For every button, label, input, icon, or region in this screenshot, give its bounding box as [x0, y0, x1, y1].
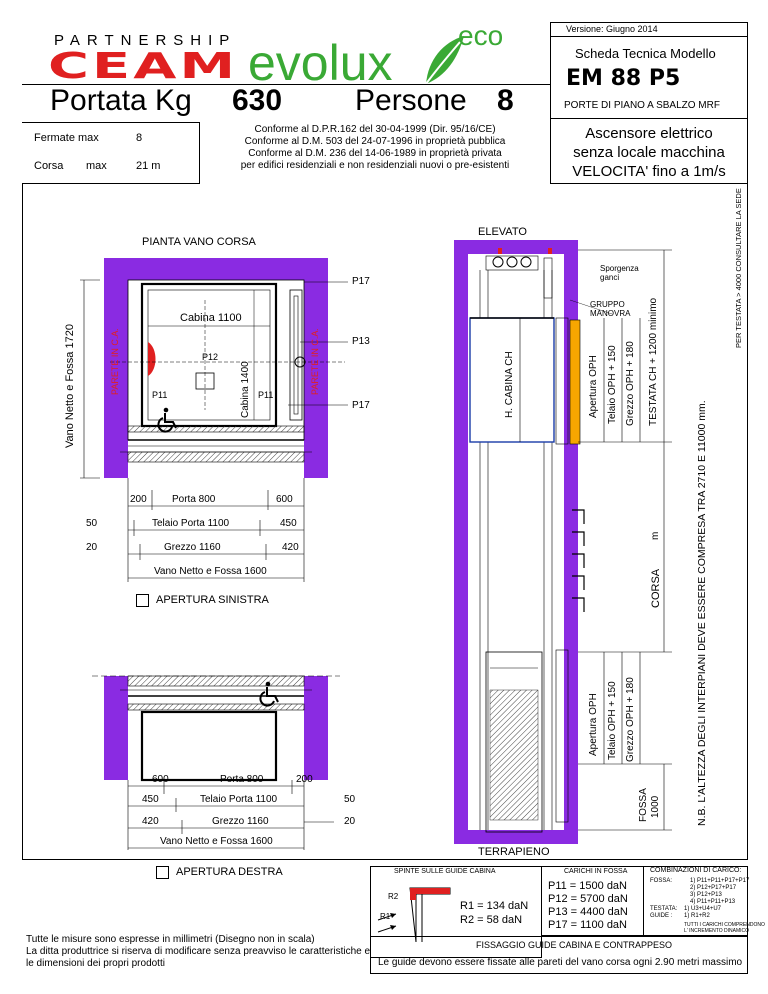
grezzo-left-label: Grezzo 1160	[164, 542, 221, 553]
parete-left-label: PARETE IN C.A.	[110, 328, 120, 395]
tutti-carichi-note: TUTTI I CARICHI COMPRENDONO L' INCREMENTO DINAMICO	[684, 922, 765, 934]
evolux-logo: evolux	[248, 35, 393, 91]
persone-value: 8	[497, 84, 514, 117]
nb-interpiani-note: N.B. L'ALTEZZA DEGLI INTERPIANI DEVE ESSERE COMPRESA TRA 2710 E 11000 mm.	[696, 400, 708, 826]
portata-label: Portata Kg	[50, 84, 192, 117]
portata-value: 630	[232, 84, 283, 117]
corsa-value: 21 m	[136, 160, 161, 172]
p11-right-label: P11	[258, 390, 274, 400]
testata-label: TESTATA CH + 1200 minimo	[648, 297, 659, 426]
r1-arrow-label: R1	[380, 912, 391, 921]
dim-200-right: 200	[296, 774, 313, 785]
dim-600-left: 600	[276, 494, 293, 505]
fossa-combos: 1) P11+P11+P17+P17 2) P12+P17+P17 3) P12+P13 4) P11+P11+P13	[690, 878, 750, 905]
telaio-oph-top: Telaio OPH + 150	[607, 345, 618, 424]
spinte-title: SPINTE SULLE GUIDE CABINA	[394, 868, 496, 875]
ascensore-description: Ascensore elettrico senza locale macchina VELOCITA' fino a 1m/s	[572, 125, 726, 180]
pianta-title: PIANTA VANO CORSA	[142, 236, 256, 248]
cabina-depth-label: Cabina 1400	[240, 361, 251, 418]
ceam-logo: CEAM	[48, 46, 239, 87]
version-text: Versione: Giugno 2014	[566, 24, 658, 34]
corsa-max: max	[86, 160, 107, 172]
carichi-list: P11 = 1500 daN P12 = 5700 daN P13 = 4400 daN P17 = 1100 daN	[548, 880, 628, 931]
porta-left-label: Porta 800	[172, 494, 216, 505]
m-unit-label: m	[650, 531, 661, 540]
dim-20-right: 20	[344, 816, 356, 827]
fermate-value: 8	[136, 132, 143, 144]
testata-combo: 1) U3+U4+U7	[684, 906, 722, 912]
fossa-combo-label: FOSSA:	[650, 878, 673, 884]
carichi-title: CARICHI IN FOSSA	[564, 868, 628, 875]
grezzo-oph-bottom: Grezzo OPH + 180	[625, 677, 636, 762]
guide-combo-label: GUIDE :	[650, 913, 673, 919]
dim-450-right: 450	[142, 794, 159, 805]
telaio-left-label: Telaio Porta 1100	[152, 518, 230, 529]
conformity-text: Conforme al D.P.R.162 del 30-04-1999 (Dir. 95/16/CE) Conforme al D.M. 503 del 24-07-1996 in proprietà pubblica Conforme al D.M. 236 del 14-06-1989 in proprietà privata per edifici residenziali e non residenziali nuovi o pre-esistenti	[240, 124, 510, 171]
corsa-label: Corsa	[34, 160, 64, 172]
testata-combo-label: TESTATA:	[650, 906, 678, 912]
porte-label: PORTE DI PIANO A SBALZO MRF	[564, 100, 720, 111]
grezzo-right-label: Grezzo 1160	[212, 816, 269, 827]
r1-value: R1 = 134 daN	[460, 900, 529, 912]
r2-value: R2 = 58 daN	[460, 914, 523, 926]
model-name: EM 88 P5	[566, 66, 681, 91]
plan-right-opening	[92, 676, 340, 780]
persone-label: Persone	[355, 84, 467, 117]
p11-left-label: P11	[152, 390, 168, 400]
fossa-label: FOSSA	[638, 788, 649, 822]
apertura-destra-label: APERTURA DESTRA	[176, 866, 283, 878]
grezzo-oph-top: Grezzo OPH + 180	[625, 341, 636, 426]
disclaimer-note: Tutte le misure sono espresse in millimetri (Disegno non in scala) La ditta produttrice si riserva di modificare senza preavviso le caratteristiche e le dimensioni dei propri prodotti	[26, 934, 371, 969]
corsa-elev-label: CORSA	[650, 568, 662, 608]
apertura-sinistra-label: APERTURA SINISTRA	[156, 594, 269, 606]
combinazioni-title: COMBINAZIONI DI CARICO:	[650, 867, 742, 874]
dim-50-left: 50	[86, 518, 98, 529]
fermate-label: Fermate max	[34, 132, 99, 144]
r2-arrow-label: R2	[388, 892, 399, 901]
sporgenza-label: Sporgenza ganci	[600, 264, 639, 282]
scheda-label: Scheda Tecnica Modello	[575, 46, 716, 61]
fissaggio-title: FISSAGGIO GUIDE CABINA E CONTRAPPESO	[476, 940, 673, 950]
telaio-oph-bottom: Telaio OPH + 150	[607, 681, 618, 760]
guide-combo: 1) R1+R2	[684, 913, 710, 919]
terrapieno-label: TERRAPIENO	[478, 846, 550, 858]
p17-bottom-label: P17	[352, 400, 370, 411]
parete-right-label: PARETE IN C.A.	[310, 328, 320, 395]
porta-right-label: Porta 800	[220, 774, 264, 785]
vano-left-label: Vano Netto e Fossa 1600	[154, 566, 267, 577]
fossa-value: 1000	[650, 795, 661, 818]
dim-200-left: 200	[130, 494, 147, 505]
dim-450-left: 450	[280, 518, 297, 529]
h-cabina-label: H. CABINA CH	[504, 351, 515, 418]
p12-label: P12	[202, 352, 219, 362]
gruppo-manovra-label: GRUPPO MANOVRA	[590, 300, 631, 318]
dim-420-left: 420	[282, 542, 299, 553]
apertura-oph-top: Apertura OPH	[588, 355, 599, 418]
p13-label: P13	[352, 336, 370, 347]
vano-right-label: Vano Netto e Fossa 1600	[160, 836, 273, 847]
dim-20-left: 20	[86, 542, 98, 553]
apertura-sinistra-checkbox[interactable]	[136, 594, 149, 607]
per-testata-note: PER TESTATA > 4000 CONSULTARE LA SEDE	[734, 188, 743, 348]
cabina-width-label: Cabina 1100	[180, 312, 242, 324]
p17-top-label: P17	[352, 276, 370, 287]
eco-logo: eco	[458, 20, 504, 51]
dim-600-right: 600	[152, 774, 169, 785]
partnership-label: PARTNERSHIP	[54, 32, 237, 49]
plan-left-opening	[80, 258, 348, 478]
elevato-title: ELEVATO	[478, 226, 527, 238]
vano-fossa-label: Vano Netto e Fossa 1720	[64, 324, 76, 448]
telaio-right-label: Telaio Porta 1100	[200, 794, 278, 805]
apertura-oph-bottom: Apertura OPH	[588, 693, 599, 756]
apertura-destra-checkbox[interactable]	[156, 866, 169, 879]
fissaggio-text: Le guide devono essere fissate alle pareti del vano corsa ogni 2.90 metri massimo	[378, 957, 743, 968]
dim-420-right: 420	[142, 816, 159, 827]
dim-50-right: 50	[344, 794, 356, 805]
